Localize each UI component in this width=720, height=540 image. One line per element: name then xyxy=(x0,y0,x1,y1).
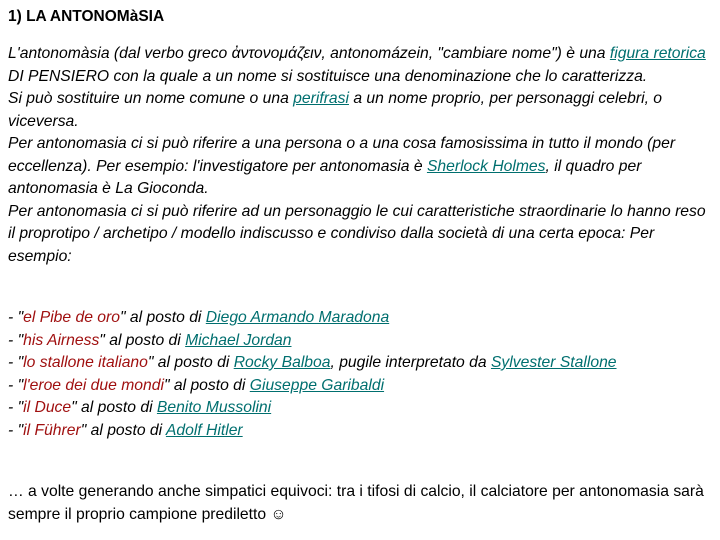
examples-list xyxy=(8,307,716,442)
example-suffix: , pugile interpretato da xyxy=(330,354,491,371)
link-person[interactable]: Benito Mussolini xyxy=(156,399,272,416)
intro-p2-text: Si può sostituire un nome comune o una xyxy=(8,90,294,107)
intro-p3-rest: , il quadro per antonomasia è La Gioconda. xyxy=(8,157,642,197)
intro-p2-rest: a un nome proprio, per personaggi celebri, o viceversa. xyxy=(8,90,663,130)
list-item xyxy=(8,330,716,353)
link-figura-retorica[interactable]: figura retorica xyxy=(609,45,706,62)
list-item xyxy=(8,420,716,443)
intro-p1-rest: DI PENSIERO con la quale a un nome si sostituisce una denominazione che lo caratterizza. xyxy=(8,67,648,85)
example-nickname: il Duce xyxy=(23,399,72,416)
example-mid: " al posto di xyxy=(80,421,166,439)
link-extra[interactable]: Sylvester Stallone xyxy=(490,354,617,371)
list-item xyxy=(8,375,716,398)
link-person[interactable]: Rocky Balboa xyxy=(233,354,331,371)
example-mid: " al posto di xyxy=(147,354,234,371)
example-nickname: lo stallone italiano xyxy=(23,354,148,371)
list-item xyxy=(8,352,716,375)
link-person[interactable]: Adolf Hitler xyxy=(165,421,243,439)
list-item xyxy=(8,397,716,420)
closing-text: … a volte generando anche simpatici equivoci: tra i tifosi di calcio, il calciatore per antonomasia sarà sempre il proprio campione prediletto ☺ xyxy=(8,483,704,523)
intro-p4-text: Per antonomasia ci si può riferire ad un personaggio le cui caratteristiche straordinarie lo hanno reso il proprotipo / archetipo / modello indiscusso e condiviso dalla società di una certa epoca: Per esempio: xyxy=(8,202,706,265)
example-nickname: el Pibe de oro xyxy=(23,309,120,326)
example-prefix: - " xyxy=(8,421,24,439)
example-nickname: l'eroe dei due mondi xyxy=(23,376,164,394)
link-sherlock-holmes[interactable]: Sherlock Holmes xyxy=(426,157,546,175)
example-prefix: - " xyxy=(8,354,24,371)
link-person[interactable]: Diego Armando Maradona xyxy=(205,309,390,326)
link-perifrasi[interactable]: perifrasi xyxy=(293,90,349,107)
link-person[interactable]: Giuseppe Garibaldi xyxy=(249,376,385,394)
link-person[interactable]: Michael Jordan xyxy=(185,331,292,349)
example-mid: " al posto di xyxy=(119,309,206,326)
example-prefix: - " xyxy=(8,331,24,349)
example-mid: " al posto di xyxy=(163,376,250,394)
example-prefix: - " xyxy=(8,309,24,326)
example-mid: " al posto di xyxy=(71,399,157,416)
page-title: 1) LA ANTONOMàSIA xyxy=(8,8,165,25)
intro-p1-text: L'antonomàsia (dal verbo greco ἀντονομάζειν, antonomázein, "cambiare nome") è una xyxy=(8,45,610,62)
intro-p3-text: Per antonomasia ci si può riferire a una persona o a una cosa famosissima in tutto il mondo (per eccellenza). Per esempio: l'investigatore per antonomasia è xyxy=(8,135,676,175)
example-nickname: his Airness xyxy=(23,331,100,349)
example-nickname: il Führer xyxy=(23,421,81,439)
example-prefix: - " xyxy=(8,376,24,394)
example-prefix: - " xyxy=(8,399,24,416)
intro-text xyxy=(8,43,716,268)
example-mid: " al posto di xyxy=(99,331,186,349)
list-item xyxy=(8,307,716,330)
